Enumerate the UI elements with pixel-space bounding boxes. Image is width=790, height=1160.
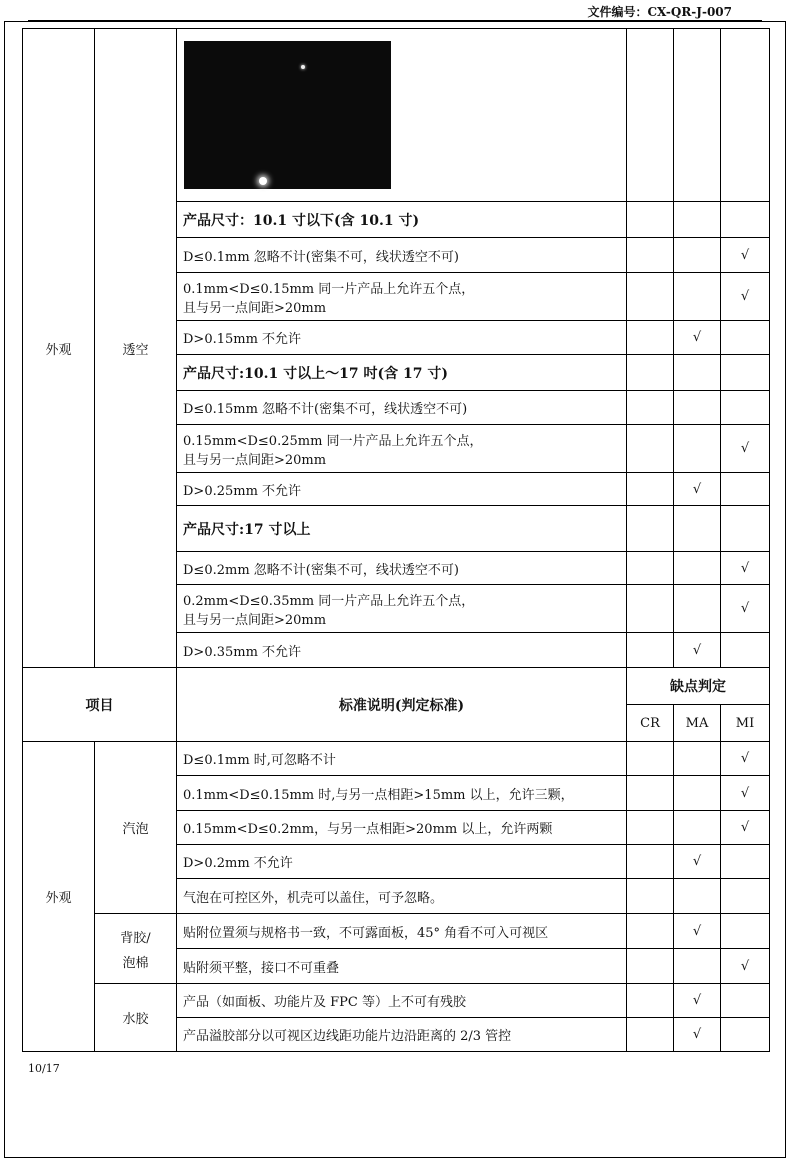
table-row — [23, 914, 770, 949]
item-cell: 汽泡 — [95, 742, 177, 914]
document-number: 文件编号：CX-QR-J-007 — [587, 5, 732, 19]
size-heading: 产品尺寸:17 寸以上 — [177, 506, 627, 552]
check-mark: √ — [721, 949, 770, 984]
item-cell: 背胶/ 泡棉 — [95, 914, 177, 984]
criterion-text: D>0.35mm 不允许 — [177, 633, 627, 668]
inspection-table — [22, 28, 770, 1052]
check-mark: √ — [674, 321, 721, 355]
check-mark: √ — [721, 776, 770, 811]
table-header-row — [23, 668, 770, 705]
criterion-text: 贴附位置须与规格书一致，不可露面板，45° 角看不可入可视区 — [177, 914, 627, 949]
page-number: 10/17 — [28, 1062, 60, 1075]
criterion-text: 0.15mm<D≤0.25mm 同一片产品上允许五个点， 且与另一点间距>20mm — [177, 425, 627, 473]
header-defect-judgement: 缺点判定 — [627, 668, 770, 705]
header-standard: 标准说明(判定标准) — [177, 668, 627, 742]
check-mark: √ — [721, 811, 770, 845]
criterion-text: D≤0.1mm 忽略不计(密集不可，线状透空不可) — [177, 238, 627, 273]
criterion-text: D>0.25mm 不允许 — [177, 473, 627, 506]
check-mark: √ — [721, 238, 770, 273]
check-mark: √ — [674, 914, 721, 949]
pinhole-dot — [259, 177, 267, 185]
item-cell: 透空 — [95, 29, 177, 668]
size-heading: 产品尺寸:10.1 寸以上～17 吋(含 17 寸) — [177, 355, 627, 391]
category-cell: 外观 — [23, 29, 95, 668]
header-ma: MA — [674, 705, 721, 742]
check-mark: √ — [674, 845, 721, 879]
table-row — [23, 984, 770, 1018]
item-cell: 水胶 — [95, 984, 177, 1052]
check-mark: √ — [674, 984, 721, 1018]
criterion-text: D>0.2mm 不允许 — [177, 845, 627, 879]
criterion-text: 产品溢胶部分以可视区边线距功能片边沿距离的 2/3 管控 — [177, 1018, 627, 1052]
check-mark: √ — [674, 1018, 721, 1052]
size-heading: 产品尺寸：10.1 寸以下(含 10.1 寸) — [177, 202, 627, 238]
image-row — [23, 29, 770, 202]
criterion-text: 0.1mm<D≤0.15mm 同一片产品上允许五个点， 且与另一点间距>20mm — [177, 273, 627, 321]
criterion-text: 0.1mm<D≤0.15mm 时,与另一点相距>15mm 以上，允许三颗， — [177, 776, 627, 811]
check-mark: √ — [721, 585, 770, 633]
check-mark: √ — [721, 552, 770, 585]
criterion-text: D>0.15mm 不允许 — [177, 321, 627, 355]
criterion-text: 0.2mm<D≤0.35mm 同一片产品上允许五个点， 且与另一点间距>20mm — [177, 585, 627, 633]
category-cell: 外观 — [23, 742, 95, 1052]
check-mark: √ — [674, 633, 721, 668]
defect-photo-cell — [177, 29, 627, 202]
criterion-text: 气泡在可控区外，机壳可以盖住，可予忽略。 — [177, 879, 627, 914]
check-mark: √ — [721, 742, 770, 776]
criterion-text: 0.15mm<D≤0.2mm，与另一点相距>20mm 以上，允许两颗 — [177, 811, 627, 845]
criterion-text: 贴附须平整，接口不可重叠 — [177, 949, 627, 984]
check-mark: √ — [721, 273, 770, 321]
table-row — [23, 742, 770, 776]
criterion-text: D≤0.1mm 时,可忽略不计 — [177, 742, 627, 776]
header-mi: MI — [721, 705, 770, 742]
pinhole-dot — [301, 65, 305, 69]
check-mark: √ — [674, 473, 721, 506]
criterion-text: D≤0.15mm 忽略不计(密集不可，线状透空不可) — [177, 391, 627, 425]
criterion-text: 产品（如面板、功能片及 FPC 等）上不可有残胶 — [177, 984, 627, 1018]
check-mark: √ — [721, 425, 770, 473]
header-item: 项目 — [23, 668, 177, 742]
criterion-text: D≤0.2mm 忽略不计(密集不可，线状透空不可) — [177, 552, 627, 585]
defect-photo — [184, 41, 391, 189]
header-cr: CR — [627, 705, 674, 742]
